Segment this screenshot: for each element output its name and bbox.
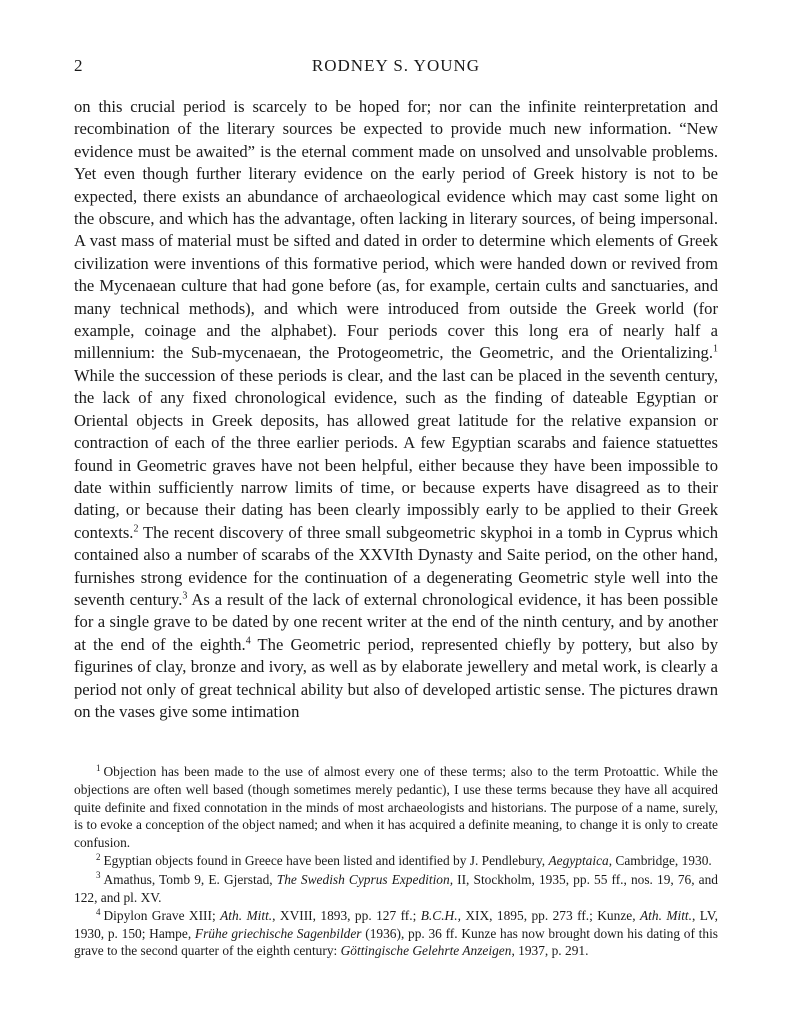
body-text-segment-2: While the succession of these periods is clear, and the last can be placed in the seventh century, the lack of any fixed chronological evidence, such as the finding of dateable Egyptian or Oriental objects in Greek deposits, has allowed great latitude for the relative expansion or contraction of each of the three earlier periods. A few Egyptian scarabs and faience statuettes found in Geometric graves have not been helpful, either because they have been impossible to date within sufficiently narrow limits of time, or because experts have disagreed as to their dating, or because their dating has been clearly impossibly early to be applied to their Greek contexts. [74, 365, 718, 542]
footnote-2-text-c: , Cambridge, 1930. [608, 853, 712, 869]
body-text-segment-5: The Geometric period, represented chiefly by pottery, but also by figurines of clay, bronze and ivory, as well as by elaborate jewellery and metal work, is clearly a period not only of great technical ability but also of developed artistic sense. The pictures drawn on the vases give some intimation [74, 634, 718, 721]
footnote-mark-4: 4 [96, 906, 101, 917]
footnote-4-text-k: , 1937, p. 291. [511, 943, 589, 959]
footnote-ref-3[interactable]: 3 [182, 590, 188, 602]
footnote-3 [74, 871, 718, 906]
footnote-4-text-e: XIX, 1895, pp. 273 ff.; Kunze, [460, 908, 640, 924]
body-paragraph [74, 96, 718, 723]
body-text-segment-4: As a result of the lack of external chronological evidence, it has been possible for a single grave to be dated by one recent writer at the end of the ninth century, and by another at the end of the eighth. [74, 589, 718, 654]
footnote-2-title: Aegyptaica [548, 853, 609, 869]
footnote-mark-3: 3 [96, 870, 101, 881]
footnote-4-text-c: , XVIII, 1893, pp. 127 ff.; [272, 908, 421, 924]
footnote-3-title: The Swedish Cyprus Expedition, [276, 871, 454, 887]
footnote-4-journal-4: Göttingische Gelehrte Anzeigen [340, 943, 512, 959]
footnote-4-journal-2: B.C.H., [420, 908, 461, 924]
footnote-2 [74, 852, 718, 870]
page [74, 52, 718, 961]
footnote-4-text-g: , LV, 1930, p. 150; Hampe, [74, 908, 719, 941]
footnotes [74, 763, 718, 960]
body-text-segment-3: The recent discovery of three small subgeometric skyphoi in a tomb in Cyprus which contained also a number of scarabs of the XXVIth Dynasty and Saite period, on the other hand, furnishes strong evidence for the continuation of a degenerating Geometric style well into the seventh century. [74, 522, 718, 609]
footnote-4-text-a: Dipylon Grave XIII; [103, 908, 221, 924]
footnote-mark-2: 2 [96, 851, 101, 862]
footnote-4 [74, 907, 718, 960]
footnote-4-text-i: (1936), pp. 36 ff. Kunze has now brought down his dating of this grave to the second quarter of the eighth century: [74, 925, 719, 959]
footnote-ref-1[interactable]: 1 [713, 343, 718, 355]
footnote-3-text-a: Amathus, Tomb 9, E. Gjerstad, [103, 871, 277, 887]
footnote-4-journal-3: Ath. Mitt. [639, 908, 692, 924]
page-number: 2 [74, 56, 83, 75]
footnote-mark-1: 1 [96, 762, 101, 773]
footnote-ref-2[interactable]: 2 [133, 523, 139, 535]
footnote-ref-4[interactable]: 4 [245, 635, 251, 647]
running-title: RODNEY S. YOUNG [311, 56, 481, 75]
body-text-segment-1: on this crucial period is scarcely to be hoped for; nor can the infinite reinterpretation and recombination of the literary sources be expected to provide much new information. “New evidence must be awaited” is the eternal comment made on unsolved and unsolvable problems. Yet even though further literary evidence on the early period of Greek history is not to be expected, there exists an abundance of archaeological evidence which may cast some light on the obscure, and which has the advantage, often lacking in literary sources, of being impersonal. A vast mass of material must be sifted and dated in order to determine which elements of Greek civilization were inventions of this formative period, which were handed down or revived from the Mycenaean culture that had gone before (as, for example, certain cults and sanctuaries, and many technical methods), and which were introduced from outside the Greek world (for example, coinage and the alphabet). Four periods cover this long era of nearly half a millennium: the Sub-mycenaean, the Protogeometric, the Geometric, and the Orientalizing. [74, 97, 718, 363]
footnote-1-text: Objection has been made to the use of almost every one of these terms; also to the term Protoattic. While the objections are often well based (though sometimes merely pedantic), I use these terms because they have all acquired quite definite and fixed connotation in the minds of most archaeologists and historians. The purpose of a name, surely, is to evoke a conception of the object named; and when it has acquired a definite meaning, to change it is only to create confusion. [74, 764, 718, 850]
running-head [74, 52, 718, 80]
footnote-1 [74, 763, 718, 851]
footnote-4-book-title: Frühe griechische Sagenbilder [194, 925, 362, 941]
footnote-2-text-a: Egyptian objects found in Greece have been listed and identified by J. Pendlebury, [103, 853, 549, 869]
footnote-4-journal-1: Ath. Mitt. [220, 908, 273, 924]
footnote-3-text-c: II, Stockholm, 1935, pp. 55 ff., nos. 19, 76, and 122, and pl. XV. [74, 871, 718, 905]
